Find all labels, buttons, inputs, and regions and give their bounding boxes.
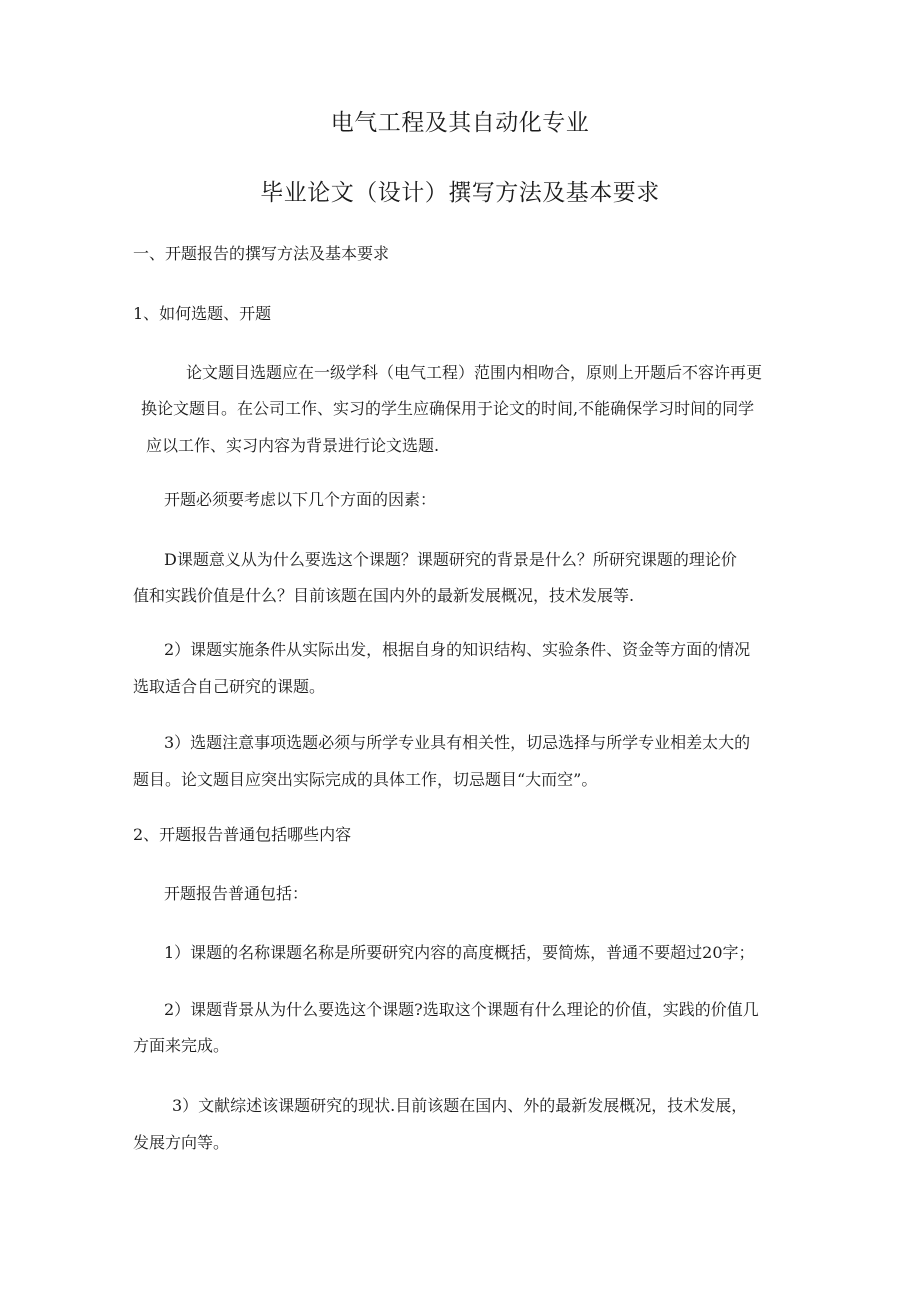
list-item-line: 题目。论文题目应突出实际完成的具体工作，切忌题目“大而空”。 <box>133 770 598 789</box>
paragraph-line: 论文题目选题应在一级学科（电气工程）范围内相吻合，原则上开题后不容许再更 <box>186 363 763 382</box>
paragraph-line: 换论文题目。在公司工作、实习的学生应确保用于论文的时间,不能确保学习时间的同学 <box>141 399 755 418</box>
list-item-line: 1）课题的名称课题名称是所要研究内容的高度概括，要简炼，普通不要超过20字； <box>164 943 755 962</box>
list-item-line: 3）文献综述该课题研究的现状.目前该题在国内、外的最新发展概况，技术发展， <box>172 1096 748 1115</box>
list-item-line: 2）课题实施条件从实际出发，根据自身的知识结构、实验条件、资金等方面的情况 <box>164 640 751 659</box>
list-item-line: 值和实践价值是什么？目前该题在国内外的最新发展概况，技术发展等. <box>133 586 635 605</box>
list-item-line: D课题意义从为什么要选这个课题？课题研究的背景是什么？所研究课题的理论价 <box>164 550 737 569</box>
document-subtitle: 毕业论文（设计）撰写方法及基本要求 <box>260 180 660 206</box>
list-item-line: 3）选题注意事项选题必须与所学专业具有相关性，切忌选择与所学专业相差太大的 <box>164 733 751 752</box>
paragraph-line: 开题报告普通包括： <box>164 884 309 903</box>
list-item-line: 选取适合自己研究的课题。 <box>133 677 326 696</box>
subsection-heading: 2、开题报告普通包括哪些内容 <box>133 825 352 844</box>
list-item-line: 发展方向等。 <box>133 1133 230 1152</box>
list-item-line: 2）课题背景从为什么要选这个课题?选取这个课题有什么理论的价值，实践的价值几 <box>164 1000 759 1019</box>
document-title: 电气工程及其自动化专业 <box>330 110 590 136</box>
paragraph-line: 开题必须要考虑以下几个方面的因素： <box>164 490 437 509</box>
paragraph-line: 应以工作、实习内容为背景进行论文选题. <box>146 436 440 455</box>
section-heading: 一、开题报告的撰写方法及基本要求 <box>133 244 390 263</box>
list-item-line: 方面来完成。 <box>133 1036 230 1055</box>
subsection-heading: 1、如何选题、开题 <box>133 304 272 323</box>
